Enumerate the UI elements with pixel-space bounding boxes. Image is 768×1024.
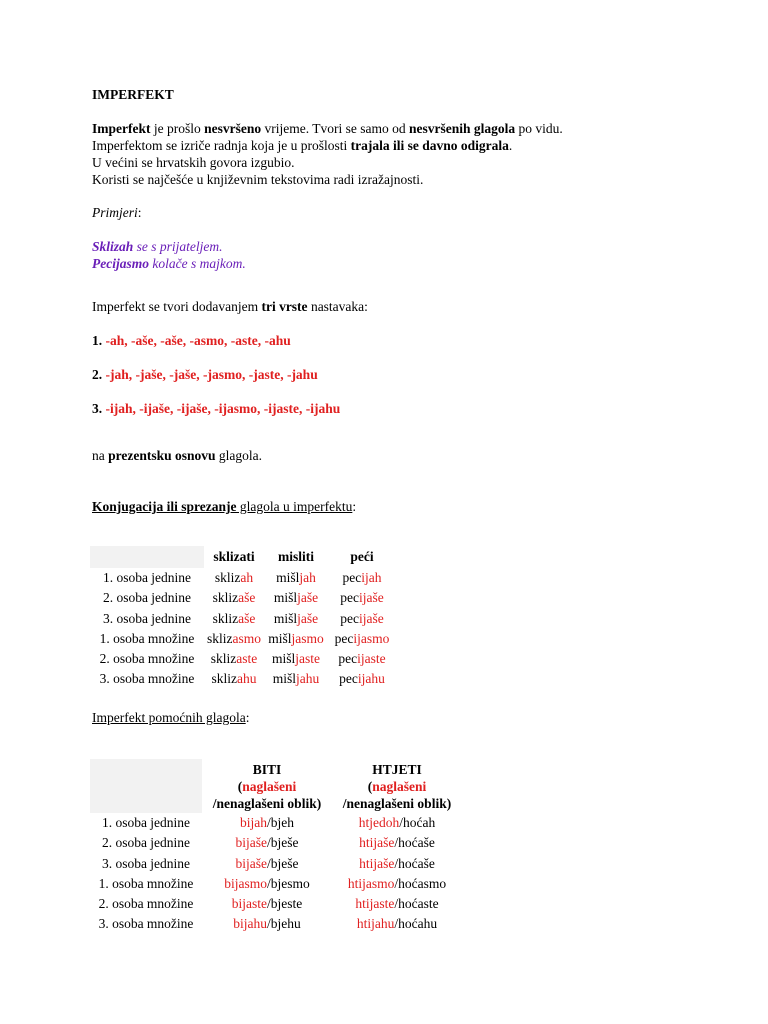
form-cell	[328, 588, 396, 608]
header-empty-cell	[90, 546, 204, 568]
example-1	[92, 238, 223, 255]
intro-bold: trajala ili se davno odigrala	[350, 138, 509, 153]
stressed-form: htijaše	[359, 835, 395, 851]
example-verb: Pecijasmo	[92, 256, 149, 271]
table-row	[90, 669, 396, 689]
form-cell	[332, 833, 462, 853]
note-open: (	[237, 779, 243, 794]
row-label: 1. osoba množine	[99, 630, 195, 646]
stem: pec	[334, 630, 354, 646]
intro-text: Imperfektom se izriče radnja koja je u prošlosti	[92, 138, 351, 153]
stressed-form: htjedoh	[358, 815, 400, 830]
intro-text: .	[508, 138, 513, 153]
stem: pec	[342, 570, 362, 585]
stem: skliz	[212, 590, 239, 606]
intro-bold: nesvršenih glagola	[408, 121, 516, 136]
conj-heading-bold: Konjugacija ili sprezanje	[92, 499, 237, 514]
aux-heading	[92, 709, 249, 726]
ending-number: 2.	[92, 367, 103, 382]
ending-number: 1.	[92, 333, 103, 348]
aux-heading-colon: :	[245, 710, 250, 725]
form-cell	[264, 568, 328, 588]
row-label: 2. osoba jednine	[102, 590, 192, 606]
conj-heading-text: glagola u imperfektu	[236, 499, 353, 514]
form-cell	[264, 629, 328, 649]
form-cell	[264, 649, 328, 669]
example-rest: se s prijateljem.	[133, 239, 223, 254]
row-label: 3. osoba jednine	[102, 610, 192, 626]
conjugation-header-row	[90, 546, 396, 568]
ending-list: -ijah, -ijaše, -ijaše, -ijasmo, -ijaste, -ijahu	[102, 401, 341, 416]
intro-text: je prošlo	[150, 121, 205, 136]
header-biti	[202, 759, 332, 813]
form-cell	[332, 854, 462, 874]
ending: asmo	[232, 630, 261, 646]
stressed-form: bijaste	[231, 896, 267, 912]
stem: mišl	[273, 610, 298, 626]
ending: jah	[299, 570, 316, 585]
header-empty-cell	[90, 759, 202, 813]
note-rest: /nenaglašeni oblik)	[342, 796, 452, 811]
stem: mišl	[276, 570, 300, 585]
intro-bold: nesvršeno	[204, 121, 262, 136]
form-cell	[204, 669, 264, 689]
intro-text: vrijeme. Tvori se samo od	[261, 121, 409, 136]
verb-name: HTJETI	[372, 762, 422, 777]
note-rest: /nenaglašeni oblik)	[212, 796, 322, 811]
ending-list: -ah, -aše, -aše, -asmo, -aste, -ahu	[102, 333, 291, 348]
form-cell	[264, 609, 328, 629]
table-row	[90, 629, 396, 649]
row-label: 3. osoba množine	[99, 671, 195, 687]
stem: pec	[340, 610, 359, 626]
intro-text: po vidu.	[515, 121, 563, 136]
row-label: 2. osoba jednine	[101, 835, 191, 851]
base-line	[92, 447, 262, 464]
form-cell	[328, 609, 396, 629]
ending: ahu	[237, 671, 257, 687]
form-cell	[332, 894, 462, 914]
unstressed-form: /bjeste	[267, 896, 303, 912]
stem: skliz	[211, 671, 237, 687]
formation-text: nastavaka:	[307, 299, 368, 314]
form-cell	[202, 833, 332, 853]
page-title: IMPERFEKT	[92, 87, 174, 102]
ending: jaše	[297, 610, 319, 626]
ending: ijaste	[357, 651, 386, 667]
row-label: 3. osoba množine	[98, 916, 194, 932]
ending: jasmo	[291, 630, 324, 646]
intro-line-1	[92, 120, 563, 137]
ending-number: 3.	[92, 401, 103, 416]
ending-group-2	[92, 366, 318, 383]
stem: mišl	[272, 671, 296, 687]
formation-line	[92, 298, 368, 315]
form-cell	[204, 649, 264, 669]
table-row	[90, 568, 396, 588]
form-cell	[332, 813, 462, 833]
stressed-form: htijahu	[356, 916, 395, 932]
example-verb: Sklizah	[92, 239, 134, 254]
form-cell	[202, 854, 332, 874]
formation-bold: tri vrste	[261, 299, 308, 314]
table-row	[90, 914, 462, 934]
table-row	[90, 649, 396, 669]
table-row	[90, 874, 462, 894]
ending: ijaše	[358, 610, 384, 626]
row-label: 1. osoba jednine	[102, 570, 192, 585]
note-open: (	[367, 779, 373, 794]
ending: aste	[236, 651, 258, 667]
stem: skliz	[212, 610, 239, 626]
form-cell	[202, 813, 332, 833]
form-cell	[204, 609, 264, 629]
row-label: 2. osoba množine	[98, 896, 194, 912]
stem: skliz	[214, 570, 241, 585]
row-label: 1. osoba množine	[98, 875, 194, 891]
examples-heading-colon: :	[137, 205, 142, 220]
note-accent: naglašeni	[242, 779, 297, 794]
example-rest: kolače s majkom.	[149, 256, 246, 271]
stressed-form: htijaste	[355, 896, 395, 912]
ending: ah	[240, 570, 254, 585]
table-row	[90, 854, 462, 874]
verb-note	[333, 778, 461, 795]
ending: ijaše	[358, 590, 384, 606]
examples-heading-text: Primjeri	[92, 205, 138, 220]
stem: mišl	[271, 651, 296, 667]
table-row	[90, 813, 462, 833]
example-2	[92, 255, 246, 272]
stressed-form: htijasmo	[347, 875, 395, 891]
stressed-form: bijasmo	[224, 875, 267, 891]
intro-line-4: Koristi se najčešće u književnim tekstovima radi izražajnosti.	[92, 172, 424, 187]
form-cell	[264, 669, 328, 689]
unstressed-form: /hoćahu	[394, 916, 438, 932]
unstressed-form: /hoćaše	[394, 835, 435, 851]
header-peci: peći	[350, 549, 374, 564]
aux-heading-text: Imperfekt pomoćnih glagola	[92, 710, 246, 725]
ending-list: -jah, -jaše, -jaše, -jasmo, -jaste, -jahu	[102, 367, 318, 382]
unstressed-form: /bjeh	[267, 815, 294, 830]
stem: pec	[340, 590, 359, 606]
stressed-form: htijaše	[359, 855, 395, 871]
ending: ijasmo	[353, 630, 390, 646]
header-htjeti	[332, 759, 462, 813]
form-cell	[332, 874, 462, 894]
unstressed-form: /bjesmo	[267, 875, 310, 891]
form-cell	[264, 588, 328, 608]
stressed-form: bijah	[240, 815, 267, 830]
form-cell	[204, 588, 264, 608]
stressed-form: bijahu	[233, 916, 267, 932]
form-cell	[202, 874, 332, 894]
table-row	[90, 833, 462, 853]
form-cell	[328, 669, 396, 689]
formation-text: Imperfekt se tvori dodavanjem	[92, 299, 262, 314]
unstressed-form: /bješe	[267, 855, 299, 871]
examples-heading	[92, 204, 142, 221]
ending-group-1	[92, 332, 291, 349]
ending: jaše	[297, 590, 319, 606]
note-accent: naglašeni	[372, 779, 427, 794]
form-cell	[328, 649, 396, 669]
form-cell	[204, 629, 264, 649]
form-cell	[204, 568, 264, 588]
conj-heading	[92, 498, 356, 515]
stressed-form: bijaše	[235, 855, 267, 871]
stem: pec	[339, 671, 358, 687]
verb-note	[203, 778, 331, 795]
header-misliti: misliti	[278, 549, 314, 564]
row-label: 3. osoba jednine	[101, 855, 191, 871]
unstressed-form: /hoćaše	[394, 855, 435, 871]
stem: mišl	[273, 590, 298, 606]
form-cell	[202, 914, 332, 934]
base-text: glagola.	[215, 448, 263, 463]
conjugation-table	[90, 546, 396, 690]
table-row	[90, 609, 396, 629]
unstressed-form: /hoćasmo	[394, 875, 447, 891]
ending: aše	[238, 590, 256, 606]
unstressed-form: /bjehu	[267, 916, 301, 932]
base-text: na	[92, 448, 109, 463]
form-cell	[328, 568, 396, 588]
table-row	[90, 894, 462, 914]
base-bold: prezentsku osnovu	[108, 448, 216, 463]
stem: mišl	[268, 630, 292, 646]
unstressed-form: /hoćaste	[394, 896, 439, 912]
conj-heading-colon: :	[352, 499, 357, 514]
verb-name: BITI	[252, 762, 282, 777]
header-sklizati: sklizati	[213, 549, 255, 564]
ending: ijah	[361, 570, 382, 585]
ending: ijahu	[357, 671, 385, 687]
form-cell	[332, 914, 462, 934]
ending: jahu	[296, 671, 320, 687]
intro-line-2	[92, 137, 512, 154]
stem: pec	[338, 651, 358, 667]
intro-term: Imperfekt	[92, 121, 151, 136]
intro-line-3: U većini se hrvatskih govora izgubio.	[92, 155, 295, 170]
form-cell	[202, 894, 332, 914]
table-row	[90, 588, 396, 608]
auxiliary-table	[90, 759, 462, 935]
unstressed-form: /bješe	[267, 835, 299, 851]
aux-header-row	[90, 759, 462, 813]
unstressed-form: /hoćah	[399, 815, 436, 830]
stem: skliz	[210, 651, 237, 667]
ending-group-3	[92, 400, 340, 417]
form-cell	[328, 629, 396, 649]
ending: aše	[238, 610, 256, 626]
row-label: 1. osoba jednine	[101, 815, 191, 830]
row-label: 2. osoba množine	[99, 651, 195, 667]
stem: skliz	[207, 630, 233, 646]
stressed-form: bijaše	[235, 835, 267, 851]
ending: jaste	[295, 651, 320, 667]
